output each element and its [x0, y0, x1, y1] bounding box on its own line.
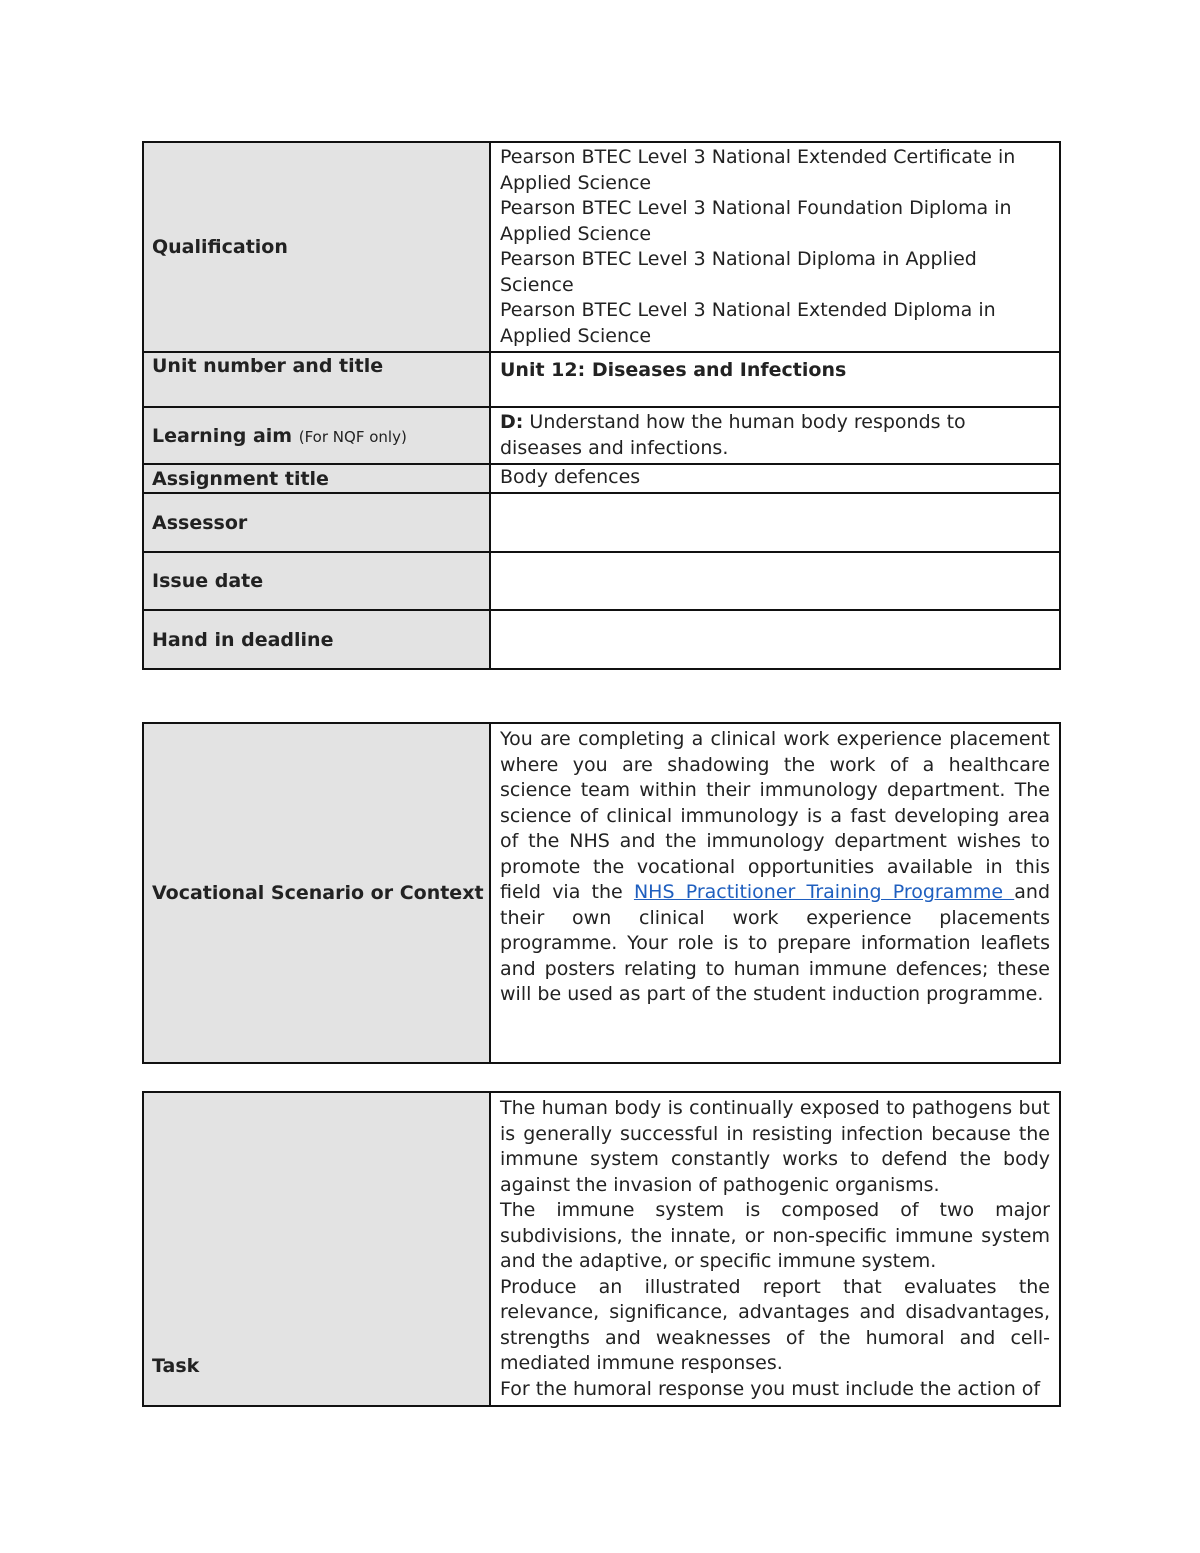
unit-label: Unit number and title — [143, 352, 490, 407]
issue-date-label: Issue date — [143, 552, 490, 610]
qualification-label: Qualification — [143, 142, 490, 352]
learning-aim-prefix: D: — [500, 411, 524, 433]
assignment-info-table — [142, 141, 1061, 670]
qualification-value — [490, 142, 1060, 352]
qualification-line: Applied Science — [500, 171, 652, 194]
nhs-training-link[interactable]: NHS Practitioner Training Programme — [633, 881, 1015, 903]
assessor-value — [490, 493, 1060, 552]
scenario-table — [142, 722, 1061, 1064]
assignment-title-label: Assignment title — [143, 464, 490, 493]
row-deadline — [143, 610, 1060, 669]
scenario-text — [490, 723, 1060, 1063]
assignment-title-value: Body defences — [490, 464, 1060, 493]
row-assessor — [143, 493, 1060, 552]
qualification-line: Pearson BTEC Level 3 National Foundation Diploma in — [500, 197, 1012, 219]
row-issue-date — [143, 552, 1060, 610]
deadline-value — [490, 610, 1060, 669]
scenario-text-part1: You are completing a clinical work experience placement where you are shadowing the work of a healthcare science team within their immunology department. The science of clinical immunology is a fast developing area of the NHS and the immunology department wishes to promote the vocational opportunities available in this field via the — [500, 728, 1050, 903]
task-table — [142, 1091, 1061, 1407]
row-unit — [143, 352, 1060, 407]
deadline-label: Hand in deadline — [143, 610, 490, 669]
row-task — [143, 1092, 1060, 1406]
qualification-line: Pearson BTEC Level 3 National Extended Diploma in — [500, 299, 996, 321]
learning-aim-value — [490, 407, 1060, 464]
task-paragraph: For the humoral response you must include the action of — [500, 1377, 1041, 1400]
unit-value: Unit 12: Diseases and Infections — [490, 352, 1060, 407]
qualification-line: Pearson BTEC Level 3 National Diploma in Applied — [500, 248, 977, 270]
scenario-label: Vocational Scenario or Context — [143, 723, 490, 1063]
task-paragraph: Produce an illustrated report that evaluates the relevance, significance, advantages and disadvantages, strengths and weaknesses of the humoral and cell-mediated immune responses. — [500, 1275, 1050, 1374]
row-scenario — [143, 723, 1060, 1063]
learning-aim-text: Understand how the human body responds to diseases and infections. — [500, 411, 966, 459]
qualification-line: Pearson BTEC Level 3 National Extended Certificate in — [500, 146, 1016, 168]
qualification-line: Science — [500, 273, 574, 296]
task-paragraph: The human body is continually exposed to pathogens but is generally successful in resisting infection because the immune system constantly works to defend the body against the invasion of pathogenic organisms. — [500, 1097, 1050, 1196]
issue-date-value — [490, 552, 1060, 610]
learning-aim-label-note: (For NQF only) — [298, 427, 407, 446]
row-assignment-title — [143, 464, 1060, 493]
assessor-label: Assessor — [143, 493, 490, 552]
task-label: Task — [143, 1092, 490, 1406]
qualification-line: Applied Science — [500, 222, 652, 245]
scenario-text-part2: and their own clinical work experience placements programme. Your role is to prepare information leaflets and posters relating to human immune defences; these will be used as part of the student induction programme. — [500, 881, 1051, 1005]
task-text — [490, 1092, 1060, 1406]
row-learning-aim — [143, 407, 1060, 464]
learning-aim-label-text: Learning aim — [152, 424, 293, 447]
qualification-line: Applied Science — [500, 324, 652, 347]
learning-aim-label — [143, 407, 490, 464]
task-paragraph: The immune system is composed of two major subdivisions, the innate, or non-specific immune system and the adaptive, or specific immune system. — [500, 1199, 1050, 1272]
row-qualification — [143, 142, 1060, 352]
